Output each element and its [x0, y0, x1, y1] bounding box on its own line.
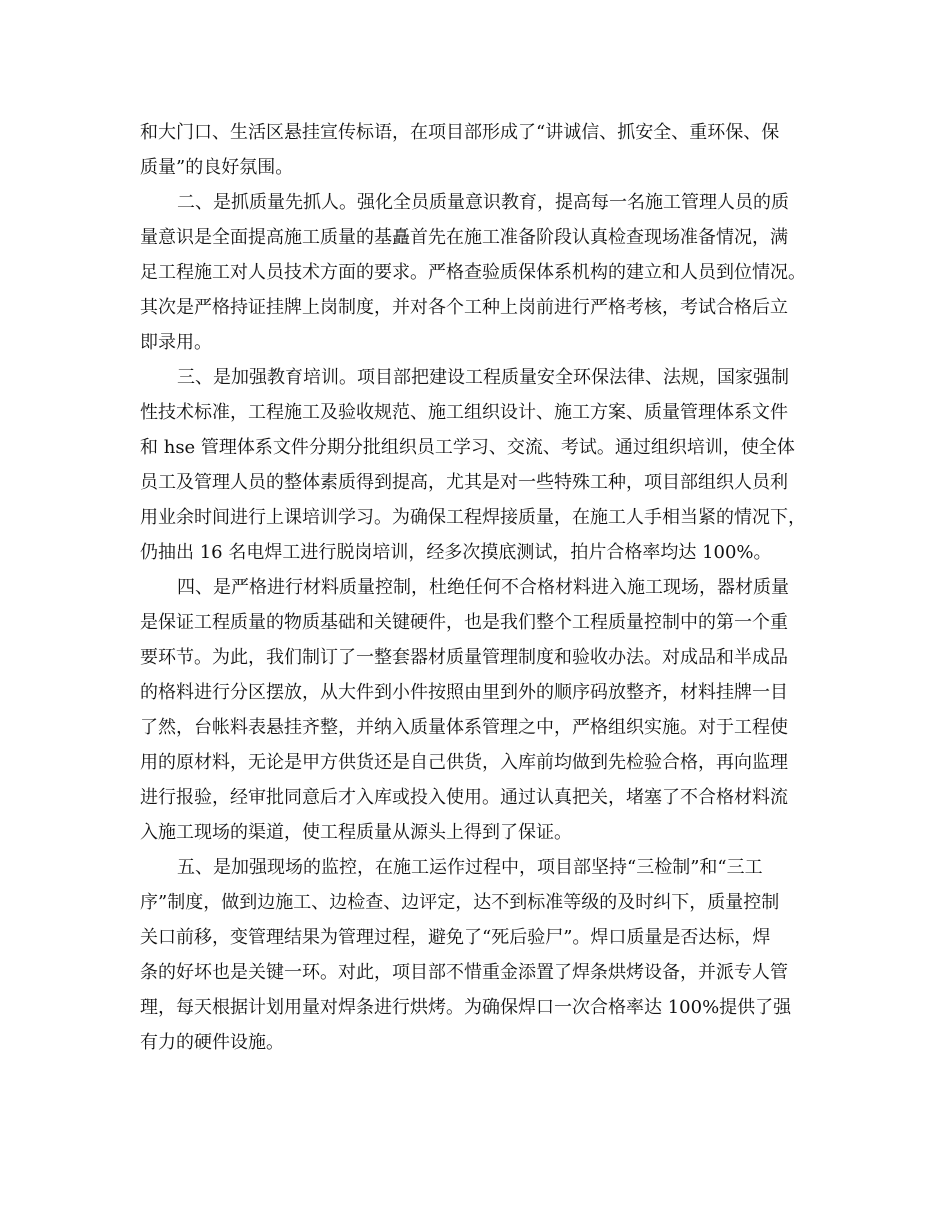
text-line: 条的好坏也是关键一环。对此，项目部不惜重金添置了焊条烘烤设备，并派专人管 [140, 962, 788, 983]
text-line: 和 hse 管理体系文件分期分批组织员工学习、交流、考试。通过组织培训，使全体 [140, 437, 795, 458]
paragraph-4-first-line: 四、是严格进行材料质量控制，杜绝任何不合格材料进入施工现场，器材质量 [177, 577, 789, 598]
text-line: 员工及管理人员的整体素质得到提高，尤其是对一些特殊工种，项目部组织人员利 [140, 472, 788, 493]
text-line: 了然，台帐料表悬挂齐整，并纳入质量体系管理之中，严格组织实施。对于工程使 [140, 717, 788, 738]
text-line: 量意识是全面提高施工质量的基矗首先在施工准备阶段认真检查现场准备情况，满 [140, 227, 788, 248]
paragraph-2-first-line: 二、是抓质量先抓人。强化全员质量意识教育，提高每一名施工管理人员的质 [177, 192, 789, 213]
text-line: 序”制度，做到边施工、边检查、边评定，达不到标准等级的及时纠下，质量控制 [140, 892, 780, 913]
text-line: 理，每天根据计划用量对焊条进行烘烤。为确保焊口一次合格率达 100%提供了强 [140, 997, 792, 1018]
text-line: 质量”的良好氛围。 [140, 157, 294, 178]
text-line: 要环节。为此，我们制订了一整套器材质量管理制度和验收办法。对成品和半成品 [140, 647, 788, 668]
text-line: 足工程施工对人员技术方面的要求。严格查验质保体系机构的建立和人员到位情况。 [140, 262, 806, 283]
text-line: 进行报验，经审批同意后才入库或投入使用。通过认真把关，堵塞了不合格材料流 [140, 787, 788, 808]
text-line: 是保证工程质量的物质基础和关键硬件，也是我们整个工程质量控制中的第一个重 [140, 612, 788, 633]
text-line: 入施工现场的渠道，使工程质量从源头上得到了保证。 [140, 822, 572, 843]
text-line: 的格料进行分区摆放，从大件到小件按照由里到外的顺序码放整齐，材料挂牌一目 [140, 682, 788, 703]
paragraph-5-first-line: 五、是加强现场的监控，在施工运作过程中，项目部坚持“三检制”和“三工 [177, 857, 763, 878]
text-line: 用的原材料，无论是甲方供货还是自己供货，入库前均做到先检验合格，再向监理 [140, 752, 788, 773]
text-line: 仍抽出 16 名电焊工进行脱岗培训，经多次摸底测试，拍片合格率均达 100%。 [140, 542, 772, 563]
text-line: 即录用。 [140, 332, 212, 353]
text-line: 关口前移，变管理结果为管理过程，避免了“死后验尸”。焊口质量是否达标，焊 [140, 927, 771, 948]
text-line: 和大门口、生活区悬挂宣传标语，在项目部形成了“讲诚信、抓安全、重环保、保 [140, 122, 780, 143]
text-line: 其次是严格持证挂牌上岗制度，并对各个工种上岗前进行严格考核，考试合格后立 [140, 297, 788, 318]
document-body [140, 115, 812, 1060]
text-line: 用业余时间进行上课培训学习。为确保工程焊接质量，在施工人手相当紧的情况下， [140, 507, 806, 528]
paragraph-3-first-line: 三、是加强教育培训。项目部把建设工程质量安全环保法律、法规，国家强制 [177, 367, 789, 388]
text-line: 有力的硬件设施。 [140, 1032, 284, 1053]
text-line: 性技术标准，工程施工及验收规范、施工组织设计、施工方案、质量管理体系文件 [140, 402, 788, 423]
